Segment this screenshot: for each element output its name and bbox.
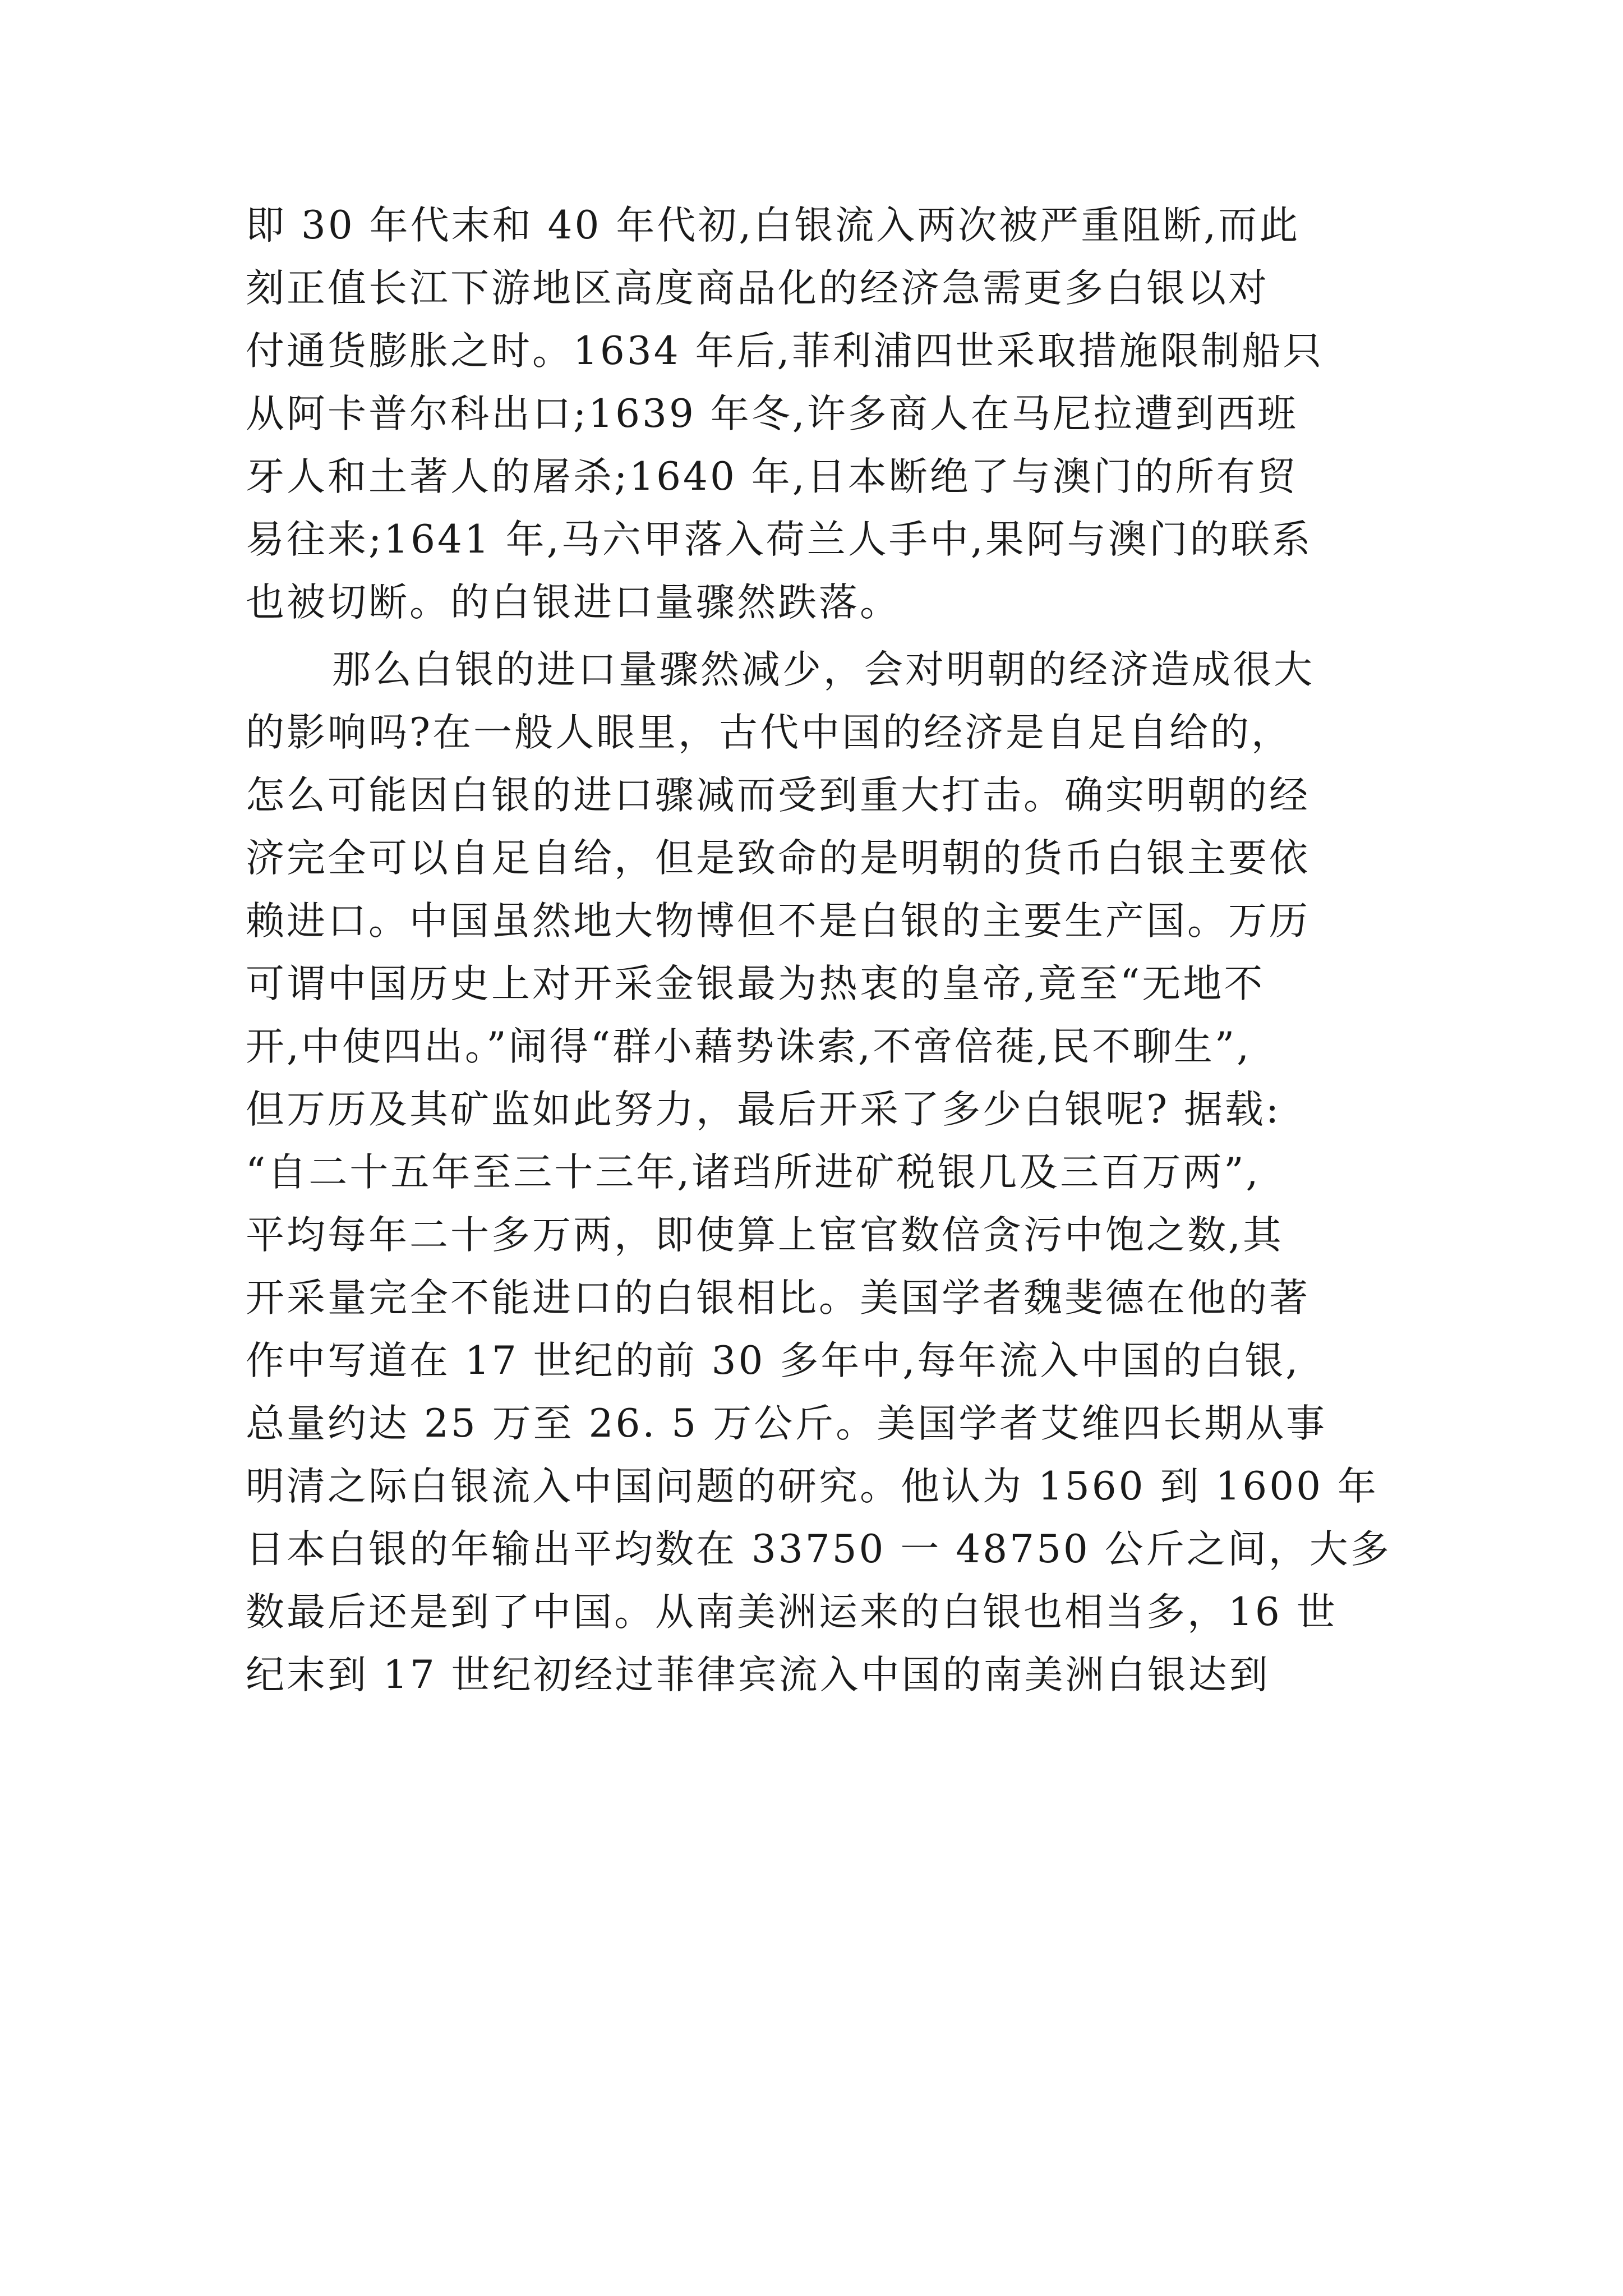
text-line: 可谓中国历史上对开采金银最为热衷的皇帝,竟至“无地不 bbox=[246, 961, 1265, 1006]
text-line: 牙人和土著人的屠杀;1640 年,日本断绝了与澳门的所有贸 bbox=[246, 454, 1298, 499]
text-line: 从阿卡普尔科出口;1639 年冬,许多商人在马尼拉遭到西班 bbox=[246, 392, 1298, 436]
text-line: 赖进口。中国虽然地大物博但不是白银的主要生产国。万历 bbox=[246, 899, 1310, 944]
text-line: 作中写道在 17 世纪的前 30 多年中,每年流入中国的白银, bbox=[246, 1338, 1301, 1383]
text-line: “自二十五年至三十三年,诸珰所进矿税银几及三百万两”, bbox=[246, 1150, 1261, 1195]
text-line: 数最后还是到了中国。从南美洲运来的白银也相当多，16 世 bbox=[246, 1590, 1338, 1635]
text-line: 总量约达 25 万至 26. 5 万公斤。美国学者艾维四长期从事 bbox=[246, 1401, 1327, 1446]
text-line: 纪末到 17 世纪初经过菲律宾流入中国的南美洲白银达到 bbox=[246, 1653, 1270, 1697]
text-line: 易往来;1641 年,马六甲落入荷兰人手中,果阿与澳门的联系 bbox=[246, 517, 1313, 562]
text-line: 付通货膨胀之时。1634 年后,菲利浦四世采取措施限制船只 bbox=[246, 329, 1324, 374]
text-line: 刻正值长江下游地区高度商品化的经济急需更多白银以对 bbox=[246, 266, 1269, 311]
text-line: 平均每年二十多万两，即使算上宦官数倍贪污中饱之数,其 bbox=[246, 1213, 1284, 1258]
text-line: 济完全可以自足自给，但是致命的是明朝的货币白银主要依 bbox=[246, 836, 1310, 881]
text-line: 那么白银的进口量骤然减少，会对明朝的经济造成很大 bbox=[332, 647, 1315, 692]
text-line: 开采量完全不能进口的白银相比。美国学者魏斐德在他的著 bbox=[246, 1276, 1310, 1320]
text-line: 开,中使四出。”闹得“群小藉势诛索,不啻倍蓰,民不聊生”, bbox=[246, 1024, 1252, 1069]
text-line: 明清之际白银流入中国问题的研究。他认为 1560 到 1600 年 bbox=[246, 1464, 1378, 1509]
text-line: 日本白银的年输出平均数在 33750 一 48750 公斤之间，大多 bbox=[246, 1527, 1391, 1572]
text-line: 的影响吗?在一般人眼里，古代中国的经济是自足自给的， bbox=[246, 710, 1292, 755]
text-line: 但万历及其矿监如此努力，最后开采了多少白银呢? 据载: bbox=[246, 1087, 1281, 1132]
text-line: 也被切断。的白银进口量骤然跌落。 bbox=[246, 580, 901, 625]
text-line: 怎么可能因白银的进口骤减而受到重大打击。确实明朝的经 bbox=[246, 773, 1310, 818]
text-line: 即 30 年代末和 40 年代初,白银流入两次被严重阻断,而此 bbox=[246, 203, 1301, 248]
